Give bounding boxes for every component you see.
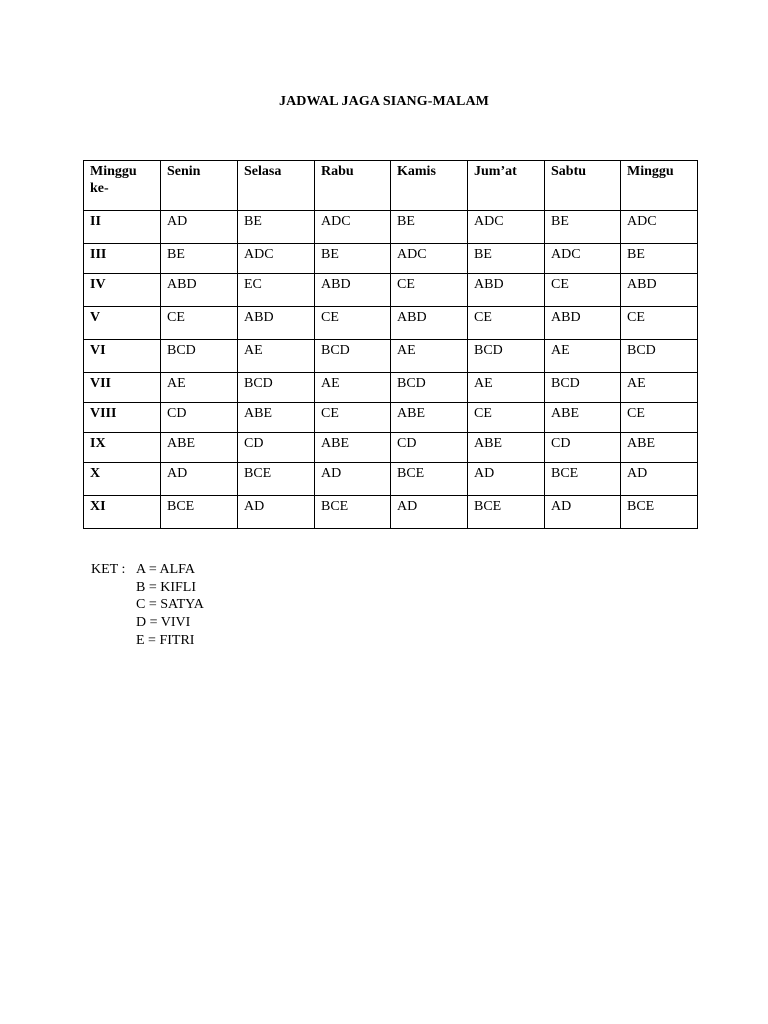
- header-jumat: Jum’at: [468, 161, 545, 211]
- table-cell: CE: [468, 307, 545, 340]
- table-cell: CD: [391, 433, 468, 463]
- header-minggu: Minggu: [621, 161, 698, 211]
- table-cell: BCE: [468, 496, 545, 529]
- table-cell: AE: [238, 340, 315, 373]
- table-cell: BCD: [468, 340, 545, 373]
- table-header-row: [84, 161, 698, 211]
- table-cell: BE: [161, 244, 238, 274]
- week-cell: III: [84, 244, 161, 274]
- table-row: [84, 211, 698, 244]
- week-cell: X: [84, 463, 161, 496]
- table-cell: AD: [468, 463, 545, 496]
- table-cell: CD: [161, 403, 238, 433]
- table-cell: BCE: [391, 463, 468, 496]
- table-cell: ABE: [238, 403, 315, 433]
- table-cell: ADC: [238, 244, 315, 274]
- table-cell: ABE: [545, 403, 621, 433]
- table-cell: EC: [238, 274, 315, 307]
- table-cell: ABD: [545, 307, 621, 340]
- table-cell: BCE: [621, 496, 698, 529]
- document-title: JADWAL JAGA SIANG-MALAM: [279, 94, 489, 109]
- table-row: [84, 274, 698, 307]
- legend-entry-d: D = VIVI: [136, 615, 191, 631]
- table-cell: BCE: [315, 496, 391, 529]
- table-cell: AD: [545, 496, 621, 529]
- week-cell: V: [84, 307, 161, 340]
- table-cell: AE: [545, 340, 621, 373]
- header-rabu: Rabu: [315, 161, 391, 211]
- table-cell: BCD: [621, 340, 698, 373]
- table-cell: ABE: [468, 433, 545, 463]
- table-row: [84, 307, 698, 340]
- legend-entry-e: E = FITRI: [136, 632, 195, 648]
- table-cell: BE: [545, 211, 621, 244]
- legend-row: [91, 596, 204, 614]
- table-cell: ABD: [315, 274, 391, 307]
- table-row: [84, 340, 698, 373]
- week-cell: II: [84, 211, 161, 244]
- table-cell: BE: [621, 244, 698, 274]
- header-sabtu: Sabtu: [545, 161, 621, 211]
- legend-entry-a: A = ALFA: [136, 562, 195, 577]
- table-cell: CE: [545, 274, 621, 307]
- table-cell: AE: [391, 340, 468, 373]
- legend-row: [91, 579, 204, 597]
- legend-row: [91, 614, 204, 632]
- header-senin: Senin: [161, 161, 238, 211]
- legend-entry-c: C = SATYA: [136, 597, 204, 613]
- week-cell: IX: [84, 433, 161, 463]
- table-row: [84, 433, 698, 463]
- week-cell: VIII: [84, 403, 161, 433]
- table-row: [84, 403, 698, 433]
- table-cell: BCD: [315, 340, 391, 373]
- table-cell: CE: [161, 307, 238, 340]
- header-kamis: Kamis: [391, 161, 468, 211]
- table-cell: CE: [468, 403, 545, 433]
- table-cell: CE: [621, 307, 698, 340]
- table-cell: CD: [238, 433, 315, 463]
- table-cell: AD: [238, 496, 315, 529]
- table-cell: BCE: [161, 496, 238, 529]
- table-cell: ADC: [391, 244, 468, 274]
- week-cell: XI: [84, 496, 161, 529]
- table-cell: AE: [468, 373, 545, 403]
- schedule-table: [83, 160, 698, 529]
- table-cell: CE: [315, 403, 391, 433]
- table-cell: BCD: [391, 373, 468, 403]
- legend-row: [91, 632, 204, 650]
- table-cell: ABD: [621, 274, 698, 307]
- table-cell: BCD: [545, 373, 621, 403]
- week-cell: VI: [84, 340, 161, 373]
- table-cell: ADC: [545, 244, 621, 274]
- week-cell: IV: [84, 274, 161, 307]
- table-cell: CE: [315, 307, 391, 340]
- legend-row: [91, 561, 204, 579]
- table-cell: AD: [161, 211, 238, 244]
- table-cell: BCE: [545, 463, 621, 496]
- legend: [91, 561, 204, 650]
- table-cell: CD: [545, 433, 621, 463]
- table-cell: AE: [315, 373, 391, 403]
- table-cell: BE: [391, 211, 468, 244]
- table-cell: AD: [621, 463, 698, 496]
- header-week: Minggu ke-: [84, 161, 161, 211]
- table-row: [84, 463, 698, 496]
- table-cell: BE: [468, 244, 545, 274]
- table-row: [84, 244, 698, 274]
- table-cell: AD: [391, 496, 468, 529]
- legend-entry-b: B = KIFLI: [136, 579, 197, 595]
- table-cell: AD: [161, 463, 238, 496]
- table-cell: ADC: [315, 211, 391, 244]
- header-selasa: Selasa: [238, 161, 315, 211]
- table-cell: BE: [315, 244, 391, 274]
- table-cell: ABE: [161, 433, 238, 463]
- table-cell: BE: [238, 211, 315, 244]
- table-cell: ADC: [468, 211, 545, 244]
- table-cell: AE: [161, 373, 238, 403]
- table-cell: AD: [315, 463, 391, 496]
- table-cell: ABE: [315, 433, 391, 463]
- table-cell: ADC: [621, 211, 698, 244]
- table-cell: ABE: [621, 433, 698, 463]
- legend-label: KET :: [91, 562, 126, 577]
- table-cell: BCE: [238, 463, 315, 496]
- table-cell: CE: [391, 274, 468, 307]
- table-cell: BCD: [238, 373, 315, 403]
- table-cell: ABD: [468, 274, 545, 307]
- table-row: [84, 373, 698, 403]
- table-cell: CE: [621, 403, 698, 433]
- table-cell: ABE: [391, 403, 468, 433]
- table-cell: ABD: [238, 307, 315, 340]
- table-row: [84, 496, 698, 529]
- table-cell: BCD: [161, 340, 238, 373]
- week-cell: VII: [84, 373, 161, 403]
- table-cell: ABD: [391, 307, 468, 340]
- table-cell: AE: [621, 373, 698, 403]
- table-cell: ABD: [161, 274, 238, 307]
